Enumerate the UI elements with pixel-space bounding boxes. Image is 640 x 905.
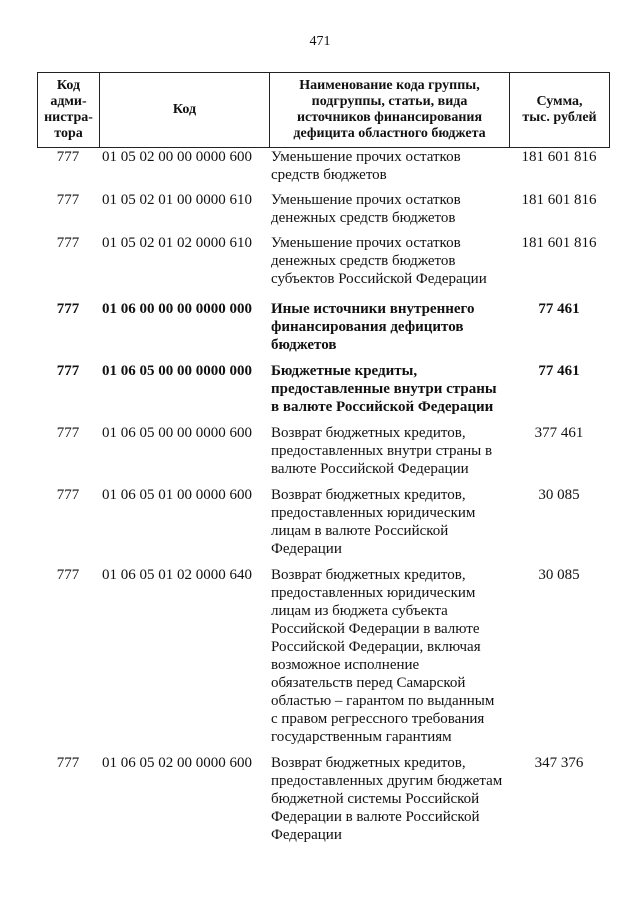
cell-sum: 347 376 xyxy=(534,755,584,771)
table-row xyxy=(37,754,609,844)
cell-name xyxy=(269,300,509,354)
table-row xyxy=(37,486,609,558)
cell-admin-code: 777 xyxy=(56,149,80,165)
cell-name-line: обязательств перед Самарской xyxy=(271,675,466,691)
cell-code: 01 05 02 00 00 0000 600 xyxy=(102,149,252,165)
cell-name xyxy=(269,234,509,288)
cell-name-line: Российской Федерации, включая xyxy=(271,639,481,655)
cell-name-line: бюджетов xyxy=(271,337,337,353)
cell-name-line: в валюте Российской Федерации xyxy=(271,399,494,415)
table-row xyxy=(37,148,609,184)
cell-name-line: валюте Российской Федерации xyxy=(271,461,469,477)
cell-name-line: областью – гарантом по выданным xyxy=(271,693,495,709)
cell-sum: 377 461 xyxy=(534,425,584,441)
header-name-line: источников финансирования xyxy=(296,110,483,125)
header-name xyxy=(270,73,510,148)
cell-name-line: Уменьшение прочих остатков xyxy=(271,149,461,165)
cell-code: 01 06 05 00 00 0000 000 xyxy=(102,363,252,379)
cell-admin-code: 777 xyxy=(56,567,80,583)
cell-name xyxy=(269,754,509,844)
table-row xyxy=(37,300,609,354)
cell-code: 01 06 05 02 00 0000 600 xyxy=(102,755,252,771)
cell-admin-code: 777 xyxy=(56,755,80,771)
page-number: 471 xyxy=(309,34,331,49)
table-row xyxy=(37,566,609,746)
cell-sum: 30 085 xyxy=(538,487,580,503)
header-sum-line: тыс. рублей xyxy=(522,110,597,125)
cell-name-line: денежных средств бюджетов xyxy=(271,210,456,226)
cell-code: 01 06 05 01 00 0000 600 xyxy=(102,487,252,503)
cell-name-line: денежных средств бюджетов xyxy=(271,253,456,269)
cell-name-line: Федерации в валюте Российской xyxy=(271,809,480,825)
cell-code: 01 06 05 01 02 0000 640 xyxy=(102,567,252,583)
header-admin-code xyxy=(38,73,100,148)
table-row xyxy=(37,362,609,416)
table-row xyxy=(37,234,609,288)
cell-name-line: государственным гарантиям xyxy=(271,729,452,745)
cell-name-line: лицам из бюджета субъекта xyxy=(271,603,448,619)
cell-name-line: лицам в валюте Российской xyxy=(271,523,449,539)
table-header xyxy=(37,72,610,148)
cell-admin-code: 777 xyxy=(56,487,80,503)
header-admin-code-line: адми- xyxy=(50,94,87,109)
cell-admin-code: 777 xyxy=(56,425,80,441)
cell-name-line: предоставленных внутри страны в xyxy=(271,443,493,459)
cell-name-line: Бюджетные кредиты, xyxy=(271,363,418,379)
header-name-line: подгруппы, статьи, вида xyxy=(311,94,468,109)
table-body xyxy=(37,148,609,844)
cell-name xyxy=(269,362,509,416)
cell-sum: 181 601 816 xyxy=(521,235,597,251)
cell-name-line: Возврат бюджетных кредитов, xyxy=(271,567,466,583)
cell-name-line: с правом регрессного требования xyxy=(271,711,485,727)
cell-name-line: предоставленных юридическим xyxy=(271,505,476,521)
cell-name-line: Возврат бюджетных кредитов, xyxy=(271,755,466,771)
table-row xyxy=(37,191,609,227)
cell-code: 01 05 02 01 00 0000 610 xyxy=(102,192,252,208)
header-name-line: Наименование кода группы, xyxy=(299,78,480,93)
cell-name xyxy=(269,148,509,184)
cell-admin-code: 777 xyxy=(56,301,80,317)
cell-code: 01 05 02 01 02 0000 610 xyxy=(102,235,252,251)
cell-name-line: Российской Федерации в валюте xyxy=(271,621,480,637)
cell-sum: 77 461 xyxy=(538,363,580,379)
header-name-line: дефицита областного бюджета xyxy=(293,126,486,141)
cell-name-line: Возврат бюджетных кредитов, xyxy=(271,425,466,441)
cell-sum: 181 601 816 xyxy=(521,149,597,165)
cell-name-line: предоставленные внутри страны xyxy=(271,381,497,397)
cell-name-line: возможное исполнение xyxy=(271,657,420,673)
header-admin-code-line: тора xyxy=(54,126,83,141)
cell-name-line: субъектов Российской Федерации xyxy=(271,271,487,287)
cell-name-line: Уменьшение прочих остатков xyxy=(271,192,461,208)
header-sum-line: Сумма, xyxy=(536,94,583,109)
cell-sum: 77 461 xyxy=(538,301,580,317)
cell-name xyxy=(269,424,509,478)
cell-name-line: Федерации xyxy=(271,541,342,557)
cell-sum: 30 085 xyxy=(538,567,580,583)
table-row xyxy=(37,424,609,478)
cell-name-line: Уменьшение прочих остатков xyxy=(271,235,461,251)
header-admin-code-line: нистра- xyxy=(44,110,93,125)
cell-name xyxy=(269,486,509,558)
cell-name-line: предоставленных юридическим xyxy=(271,585,476,601)
cell-name xyxy=(269,191,509,227)
cell-name-line: бюджетной системы Российской xyxy=(271,791,480,807)
cell-admin-code: 777 xyxy=(56,192,80,208)
header-code: Код xyxy=(100,73,270,148)
cell-name-line: Возврат бюджетных кредитов, xyxy=(271,487,466,503)
cell-name-line: финансирования дефицитов xyxy=(271,319,464,335)
cell-code: 01 06 05 00 00 0000 600 xyxy=(102,425,252,441)
header-admin-code-line: Код xyxy=(56,78,81,93)
header-sum xyxy=(510,73,610,148)
cell-admin-code: 777 xyxy=(56,363,80,379)
cell-name-line: Федерации xyxy=(271,827,342,843)
cell-name-line: Иные источники внутреннего xyxy=(271,301,475,317)
cell-name xyxy=(269,566,509,746)
cell-name-line: средств бюджетов xyxy=(271,167,387,183)
cell-sum: 181 601 816 xyxy=(521,192,597,208)
cell-admin-code: 777 xyxy=(56,235,80,251)
cell-name-line: предоставленных другим бюджетам xyxy=(271,773,503,789)
cell-code: 01 06 00 00 00 0000 000 xyxy=(102,301,252,317)
